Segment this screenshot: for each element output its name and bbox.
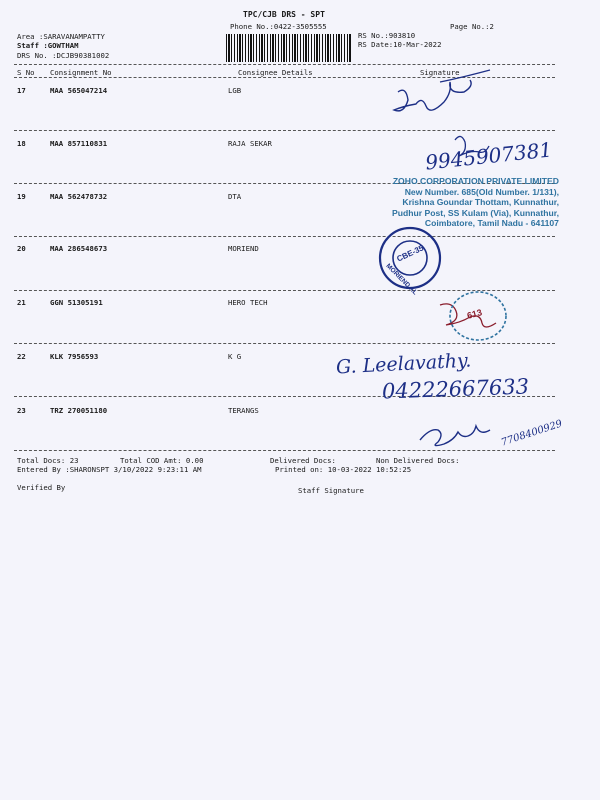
signature-row-17 (394, 80, 471, 111)
phone-number: Phone No.:0422-3505555 (230, 22, 327, 31)
row-sno: 18 (17, 139, 26, 148)
secondary-seal-text: 613 (465, 307, 484, 321)
round-seal-text: CBE-35 (395, 243, 426, 264)
row-consignment: KLK 7956593 (50, 352, 99, 361)
stamp-company: ZOHO CORPORATION PRIVATE LIMITED (392, 176, 559, 186)
area-label: Area :SARAVANAMPATTY (17, 32, 105, 41)
row-sno: 19 (17, 192, 26, 201)
row-consignee: RAJA SEKAR (228, 139, 272, 148)
rs-date: RS Date:10-Mar-2022 (358, 40, 442, 49)
col-header-sno: S No (17, 68, 35, 77)
signature-row-17-stroke (440, 70, 490, 82)
row-consignment: MAA 562478732 (50, 192, 108, 201)
row-consignee: MORIEND (228, 244, 259, 253)
round-seal-ring-text: MORIEND AL (384, 262, 419, 297)
staff-signature-label: Staff Signature (298, 486, 364, 495)
row-consignment: MAA 286548673 (50, 244, 108, 253)
staff-label: Staff :GOWTHAM (17, 41, 79, 50)
handwritten-phone-row-22: 04222667633 (381, 374, 530, 404)
handwritten-number-row-23: 7708400929 (499, 418, 564, 449)
row-consignment: MAA 857110831 (50, 139, 108, 148)
handwritten-name-row-22: G. Leelavathy. (335, 349, 472, 379)
document-title: TPC/CJB DRS - SPT (243, 10, 325, 19)
rs-number: RS No.:903810 (358, 31, 416, 40)
row-sno: 21 (17, 298, 26, 307)
row-consignee: TERANGS (228, 406, 259, 415)
signature-row-23 (420, 426, 490, 446)
row-sno: 23 (17, 406, 26, 415)
stamp-line-4: Pudhur Post, SS Kulam (Via), Kunnathur, (392, 207, 559, 218)
entered-by: Entered By :SHARONSPT 3/10/2022 9:23:11 AM (17, 465, 202, 474)
row-consignment: TRZ 270051180 (50, 406, 108, 415)
verified-by-label: Verified By (17, 483, 66, 492)
total-cod-amount: Total COD Amt: 0.00 (120, 456, 204, 465)
col-header-consignee: Consignee Details (238, 68, 313, 77)
row-consignee: K G (228, 352, 242, 361)
stamp-line-2: New Number. 685(Old Number. 1/131), (404, 186, 559, 197)
row-sno: 20 (17, 244, 26, 253)
row-sno: 22 (17, 352, 26, 361)
delivered-docs: Delivered Docs: (270, 456, 336, 465)
total-docs: Total Docs: 23 (17, 456, 79, 465)
stamp-line-3: Krishna Goundar Thottam, Kunnathur, (402, 197, 559, 207)
printed-on: Printed on: 10-03-2022 10:52:25 (275, 465, 412, 474)
company-stamp (392, 176, 559, 229)
non-delivered-docs: Non Delivered Docs: (376, 456, 460, 465)
drs-number: DRS No. :DCJB90381002 (17, 51, 110, 60)
stamp-line-5: Coimbatore, Tamil Nadu - 641107 (424, 218, 559, 228)
col-header-signature: Signature (420, 68, 460, 77)
row-sno: 17 (17, 86, 26, 95)
row-consignee: LGB (228, 86, 242, 95)
row-consignment: MAA 565047214 (50, 86, 108, 95)
row-consignee: DTA (228, 192, 242, 201)
col-header-consignment: Consignment No (50, 68, 112, 77)
row-consignment: GGN 51305191 (50, 298, 103, 307)
page-number: Page No.:2 (450, 22, 494, 31)
handwritten-phone-row-18: 9945907381 (424, 137, 554, 175)
row-consignee: HERO TECH (228, 298, 268, 307)
